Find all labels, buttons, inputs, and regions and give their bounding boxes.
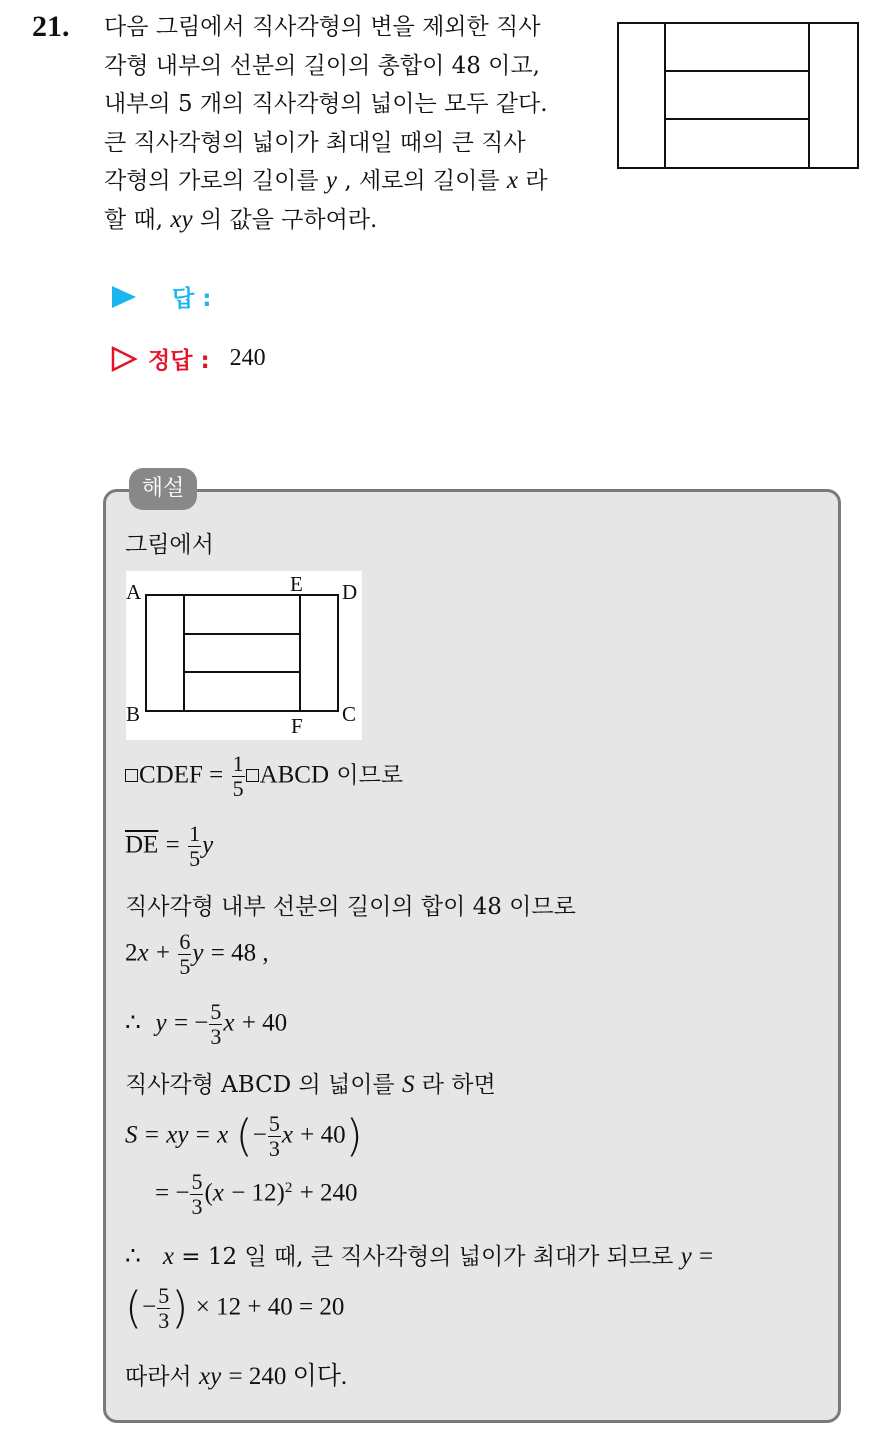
solution-eq-area-ratio: CDEF = $\frac{1}{5}$ ABCD 이므로 (125, 752, 403, 801)
question-line: 내부의 5 개의 직사각형의 넓이는 모두 같다. (104, 91, 548, 117)
question-line: 각형의 가로의 길이를 y , 세로의 길이를 x 라 (104, 167, 548, 194)
question-line: 할 때, xy 의 값을 구하여라. (104, 205, 378, 233)
fraction: $\frac{6}{5}$ (179, 929, 191, 979)
var-xy: xy (170, 205, 193, 233)
label-e: E (290, 572, 303, 596)
label-f: F (291, 714, 303, 738)
var-x: x (506, 167, 518, 194)
label-a: A (126, 580, 142, 604)
square-symbol (246, 769, 259, 782)
label-c: C (342, 702, 357, 726)
solution-conclusion: 따라서 xy = 240 이다. (125, 1363, 348, 1390)
solution-eq-y-value: (− $\frac{5}{3}$ ) × 12 + 40 = 20 (125, 1282, 345, 1334)
label-b: B (126, 702, 141, 726)
problem-figure (617, 22, 859, 169)
solution-eq-s: S = xy = x (− $\frac{5}{3}$ x + 40) (125, 1110, 363, 1162)
question-line: 다음 그림에서 직사각형의 변을 제외한 직사 (104, 14, 541, 40)
play-triangle-icon (110, 283, 138, 311)
correct-answer-label: 정답 : (148, 348, 210, 374)
var-y: y (325, 167, 338, 194)
answer-label: 답 : (172, 286, 212, 312)
fraction: $\frac{5}{3}$ (210, 999, 222, 1049)
solution-eq-y: ∴ y = − $\frac{5}{3}$ x + 40 (125, 999, 288, 1049)
correct-answer-value: 240 (229, 345, 266, 371)
solution-line-max: ∴ x = 12 일 때, 큰 직사각형의 넓이가 최대가 되므로 y = (125, 1243, 714, 1270)
fraction: $\frac{5}{3}$ (191, 1169, 203, 1219)
solution-eq-de: $\overline{DE}$ = $\frac{1}{5}$ y (125, 821, 214, 871)
fraction: $\frac{1}{5}$ (232, 751, 244, 801)
label-d: D (342, 580, 358, 604)
solution-line-area: 직사각형 ABCD 의 넓이를 S 라 하면 (125, 1071, 496, 1098)
question-line: 각형 내부의 선분의 길이의 총합이 48 이고, (104, 52, 540, 79)
outline-triangle-icon (110, 345, 138, 373)
fraction: $\frac{5}{3}$ (158, 1283, 170, 1333)
fraction: $\frac{5}{3}$ (268, 1111, 280, 1161)
correct-answer-row (110, 342, 266, 375)
question-line: 큰 직사각형의 넓이가 최대일 때의 큰 직사 (104, 129, 526, 156)
solution-figure (126, 571, 362, 740)
answer-row (110, 280, 211, 313)
solution-tag: 해설 (129, 468, 197, 510)
outer-rectangle (618, 23, 858, 168)
solution-eq-sum: 2x + $\frac{6}{5}$ y = 48 , (125, 929, 269, 979)
square-symbol (125, 769, 138, 782)
solution-eq-completed-square: = − $\frac{5}{3}$ $(x - 12)^2 + 240$ (155, 1169, 358, 1219)
solution-intro: 그림에서 (125, 532, 214, 558)
fraction: $\frac{1}{5}$ (189, 821, 201, 871)
solution-line-sum: 직사각형 내부 선분의 길이의 합이 48 이므로 (125, 894, 576, 920)
question-number: 21. (32, 10, 70, 43)
question-text (104, 8, 604, 239)
